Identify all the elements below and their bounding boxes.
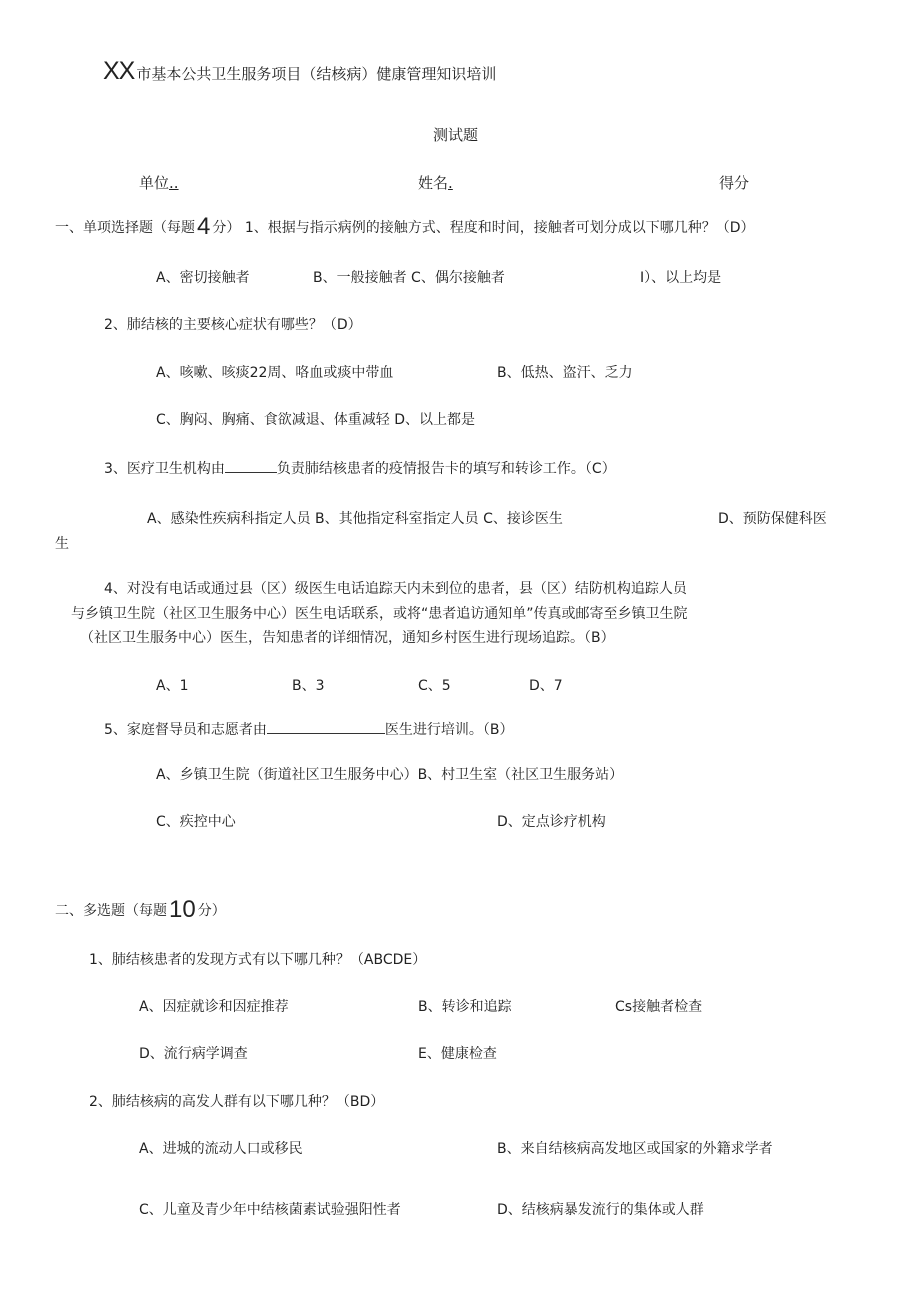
answer-blank — [267, 719, 385, 734]
option: E、健康检查 — [418, 1046, 497, 1062]
option: A、进城的流动人口或移民 — [139, 1141, 303, 1157]
section2-heading-pre: 二、多选题（每题 — [55, 903, 167, 919]
option: D、流行病学调查 — [139, 1046, 248, 1062]
option: A、1 — [156, 678, 189, 694]
section2-heading — [55, 896, 226, 923]
section1-heading-post: 分） — [212, 220, 241, 236]
option: B、来自结核病高发地区或国家的外籍求学者 — [497, 1141, 773, 1157]
section1-heading-num: 4 — [197, 213, 211, 240]
option: C、儿童及青少年中结核菌素试验强阳性者 — [139, 1202, 401, 1218]
option: A、咳嗽、咳痰22周、咯血或痰中带血 — [156, 365, 394, 381]
option: A、密切接触者 — [156, 270, 250, 286]
question-1-5-text — [104, 719, 514, 739]
option: A、乡镇卫生院（街道社区卫生服务中心）B、村卫生室（社区卫生服务站） — [156, 767, 624, 783]
question-1-4-line: 4、对没有电话或通过县（区）级医生电话追踪天内未到位的患者，县（区）结防机构追踪人员 — [104, 581, 687, 597]
option: A、因症就诊和因症推荐 — [139, 999, 289, 1015]
question-1-3-text — [104, 458, 616, 478]
option: C、胸闷、胸痛、食欲减退、体重减轻 D、以上都是 — [156, 412, 476, 428]
question-1-5-pre: 5、家庭督导员和志愿者由 — [104, 722, 267, 738]
option: I）、以上均是 — [640, 270, 722, 286]
option: B、转诊和追踪 — [418, 999, 512, 1015]
option: D、结核病暴发流行的集体或人群 — [497, 1202, 704, 1218]
name-value: . — [448, 174, 453, 192]
document-title — [103, 57, 497, 85]
name-label: 姓名 — [418, 174, 449, 192]
section2-heading-post: 分） — [197, 903, 226, 919]
section2-heading-num: 10 — [169, 896, 196, 923]
question-1-2-text: 2、肺结核的主要核心症状有哪些？（D） — [104, 317, 362, 333]
question-1-4-line: （社区卫生服务中心）医生，告知患者的详细情况，通知乡村医生进行现场追踪。（B） — [80, 630, 615, 646]
question-1-3-post: 负责肺结核患者的疫情报告卡的填写和转诊工作。（C） — [276, 461, 616, 477]
question-1-5-post: 医生进行培训。（B） — [384, 722, 514, 738]
option: A、感染性疾病科指定人员 B、其他指定科室指定人员 C、接诊医生 — [147, 511, 563, 527]
section1-heading-pre: 一、单项选择题（每题 — [55, 220, 195, 236]
document-subtitle: 测试题 — [433, 126, 479, 144]
question-2-2-text: 2、肺结核病的高发人群有以下哪几种？（BD） — [89, 1094, 385, 1110]
option-continuation: 生 — [55, 536, 69, 552]
option: B、一般接触者 C、偶尔接触者 — [313, 270, 505, 286]
title-text: 市基本公共卫生服务项目（结核病）健康管理知识培训 — [136, 65, 497, 83]
option: B、低热、盗汗、乏力 — [497, 365, 633, 381]
title-prefix: XX — [103, 57, 135, 85]
option: D、预防保健科医 — [718, 511, 827, 527]
unit-label: 单位 — [139, 174, 170, 192]
question-1-3-pre: 3、医疗卫生机构由 — [104, 461, 225, 477]
option: C、5 — [418, 678, 451, 694]
question-2-1-text: 1、肺结核患者的发现方式有以下哪几种？（ABCDE） — [89, 952, 427, 968]
option: C、疾控中心 — [156, 814, 236, 830]
unit-field — [139, 174, 179, 192]
answer-blank — [225, 458, 277, 473]
score-label: 得分 — [719, 174, 750, 192]
section1-heading-line — [55, 213, 755, 240]
question-1-4-line: 与乡镇卫生院（社区卫生服务中心）医生电话联系，或将“患者追访通知单”传真或邮寄至乡镇卫生院 — [71, 606, 688, 622]
unit-value: .. — [169, 174, 179, 192]
option: D、7 — [529, 678, 563, 694]
name-field — [418, 174, 453, 192]
option: B、3 — [292, 678, 325, 694]
question-1-1-text: 1、根据与指示病例的接触方式、程度和时间，接触者可划分成以下哪几种？（D） — [244, 220, 755, 236]
option: Cs接触者检查 — [615, 999, 703, 1015]
option: D、定点诊疗机构 — [497, 814, 606, 830]
